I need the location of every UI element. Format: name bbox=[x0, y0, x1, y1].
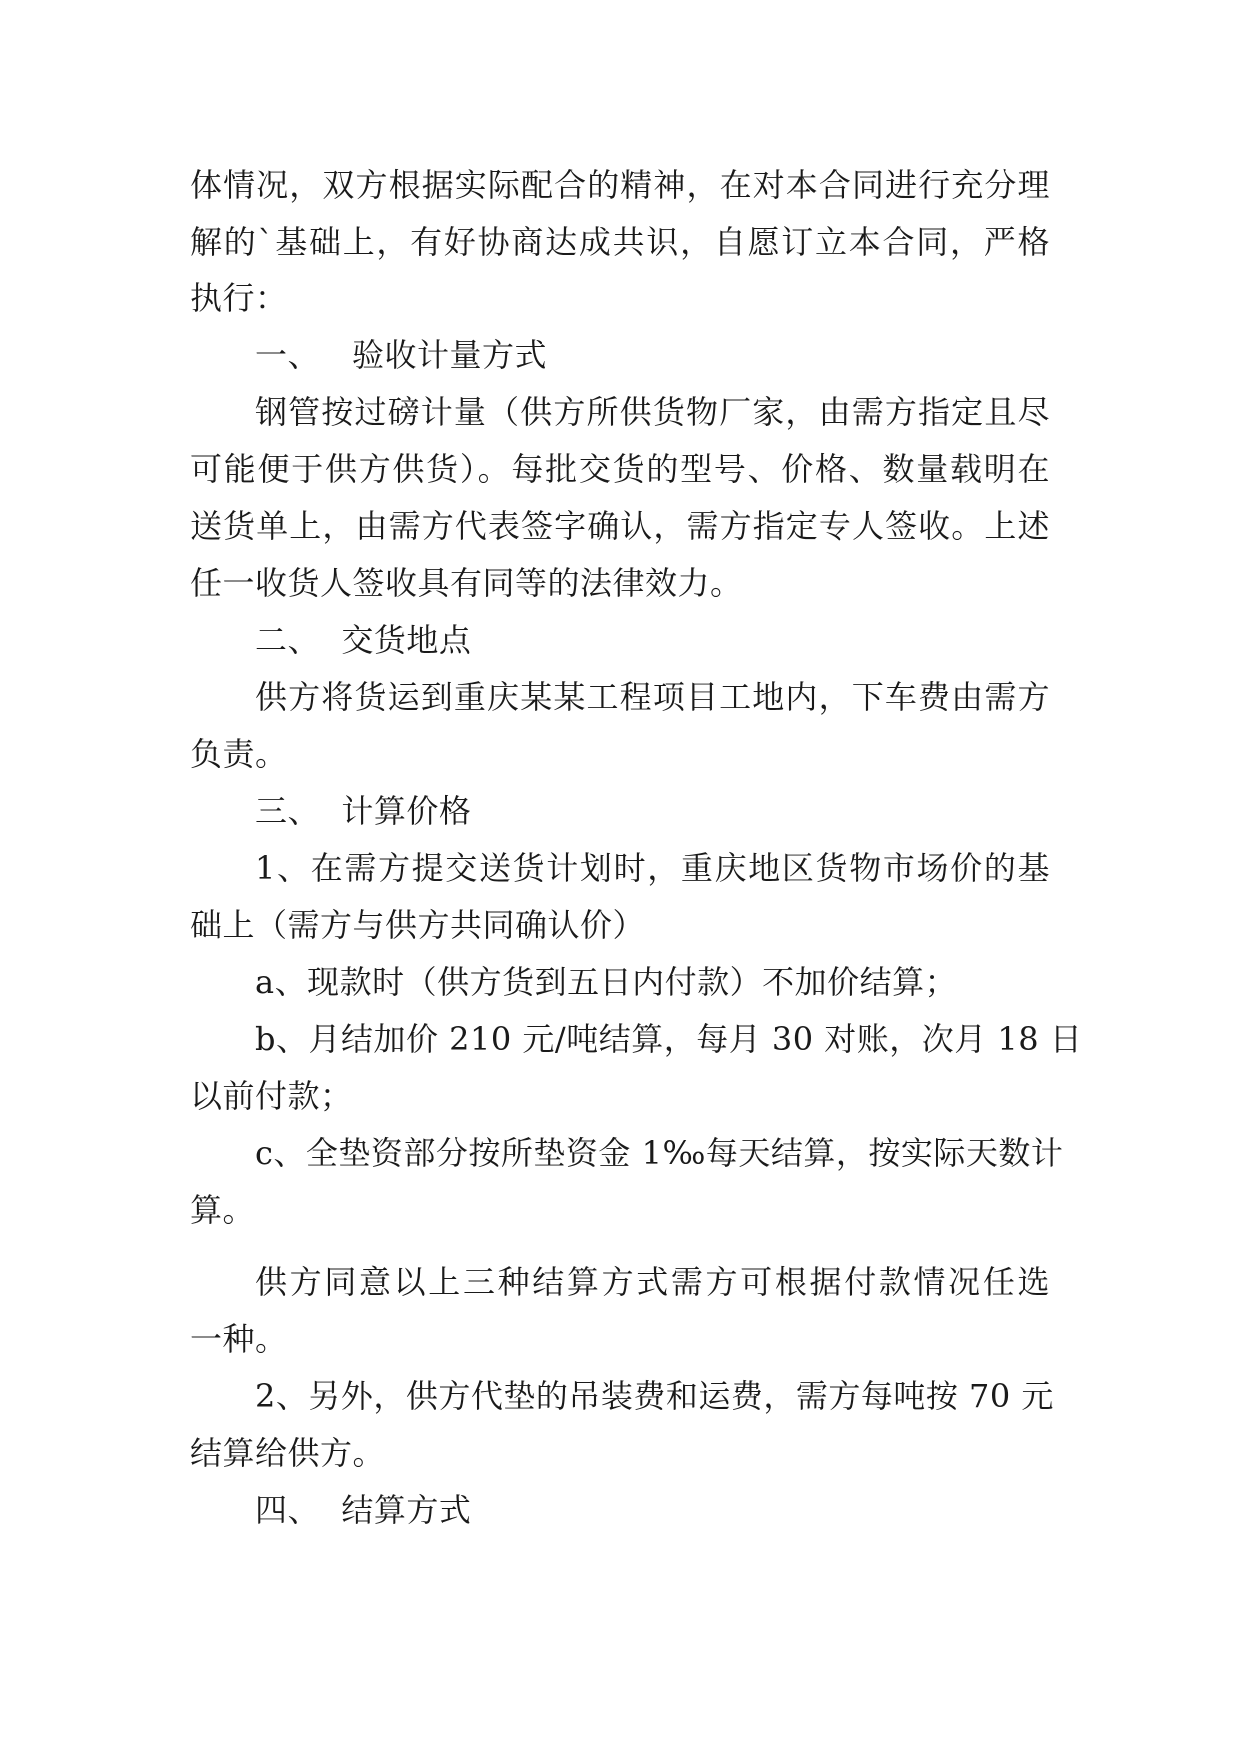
text-line: 以前付款； bbox=[190, 1077, 353, 1115]
text-line: a、现款时（供方货到五日内付款）不加价结算； bbox=[255, 963, 958, 1001]
section-heading: 四、 结算方式 bbox=[255, 1491, 472, 1529]
text-line: 1、在需方提交送货计划时，重庆地区货物市场价的基 bbox=[255, 849, 1050, 887]
text-line: c、全垫资部分按所垫资金 1‰每天结算，按实际天数计 bbox=[255, 1134, 1064, 1172]
text-line: 2、另外，供方代垫的吊装费和运费，需方每吨按 70 元 bbox=[255, 1377, 1054, 1415]
section-heading: 三、 计算价格 bbox=[255, 792, 472, 830]
text-line: 解的`基础上，有好协商达成共识，自愿订立本合同，严格 bbox=[190, 223, 1050, 261]
text-line: 送货单上，由需方代表签字确认，需方指定专人签收。上述 bbox=[190, 507, 1050, 545]
text-line: 执行： bbox=[190, 279, 288, 317]
text-line: 供方将货运到重庆某某工程项目工地内，下车费由需方 bbox=[255, 678, 1050, 716]
text-line: 础上（需方与供方共同确认价） bbox=[190, 906, 646, 944]
text-line: 结算给供方。 bbox=[190, 1434, 386, 1472]
text-line: 负责。 bbox=[190, 735, 288, 773]
text-line: b、月结加价 210 元/吨结算，每月 30 对账，次月 18 日 bbox=[255, 1020, 1083, 1058]
text-line: 供方同意以上三种结算方式需方可根据付款情况任选 bbox=[255, 1263, 1050, 1301]
text-line: 任一收货人签收具有同等的法律效力。 bbox=[190, 564, 743, 602]
text-line: 一种。 bbox=[190, 1320, 288, 1358]
text-line: 算。 bbox=[190, 1191, 256, 1229]
text-line: 体情况，双方根据实际配合的精神，在对本合同进行充分理 bbox=[190, 166, 1050, 204]
text-line: 可能便于供方供货）。每批交货的型号、价格、数量载明在 bbox=[190, 450, 1050, 488]
section-heading: 二、 交货地点 bbox=[255, 621, 472, 659]
section-heading: 一、 验收计量方式 bbox=[255, 336, 548, 374]
text-line: 钢管按过磅计量（供方所供货物厂家，由需方指定且尽 bbox=[255, 393, 1050, 431]
